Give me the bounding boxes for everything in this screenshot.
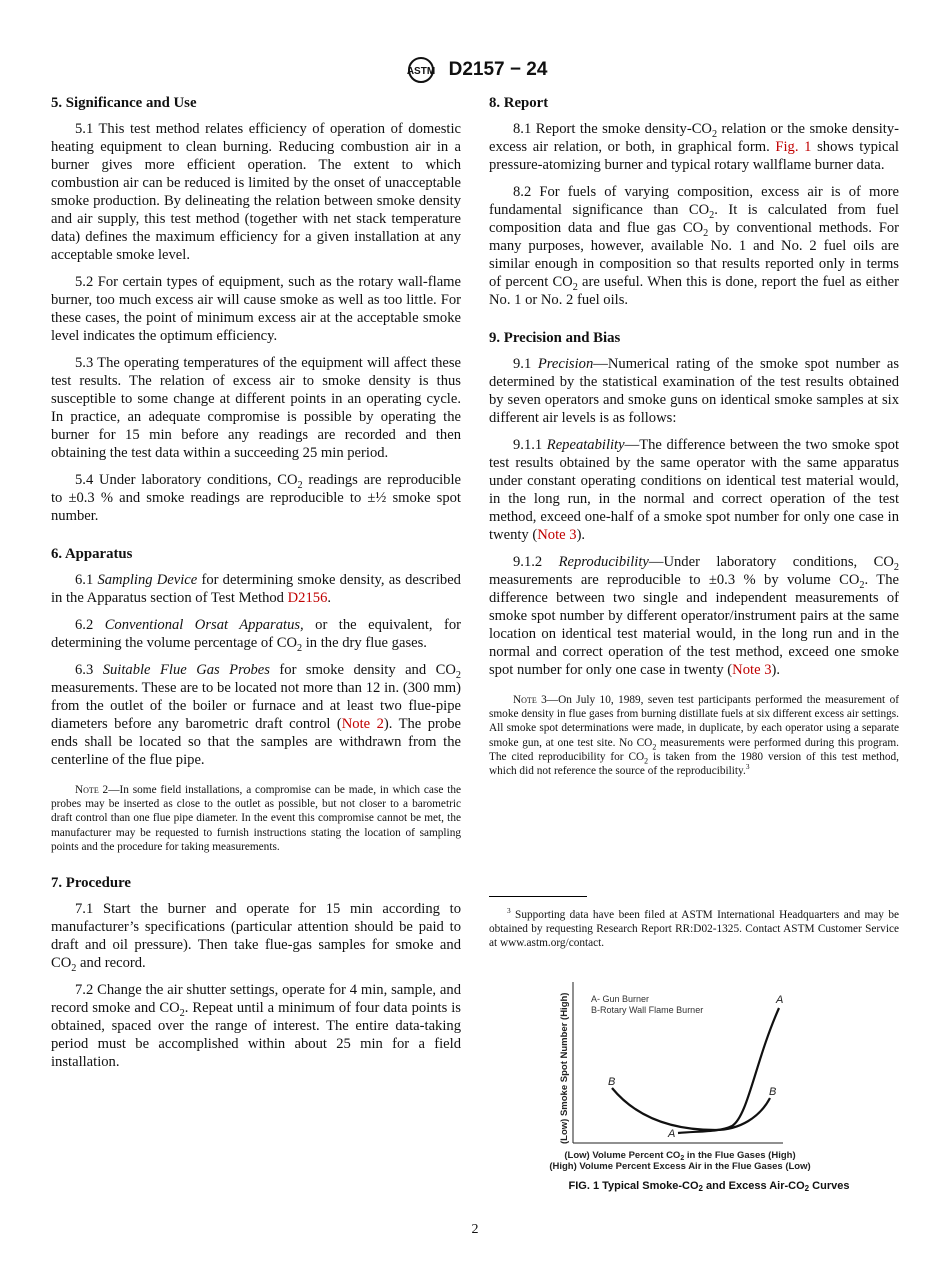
section-heading: 6. Apparatus [51,546,133,562]
text-run: . Repeat until a minimum of four data points is obtained, spaced over the range of interest. The entire data-taking period must be accomplished within about 25 min for a field installation. [51,1000,461,1071]
curve-label-b-right: B [769,1086,777,1098]
section-heading: 7. Procedure [51,875,131,892]
text-run: is taken from the 1980 version of this test method, which did not reference the source of the reproducibility. [489,750,899,778]
text-run: Suitable Flue Gas Probes [102,662,270,678]
figure-1 [540,972,890,1202]
figure-caption: FIG. 1 Typical Smoke-CO2 and Excess Air-CO2 Curves [568,1180,850,1193]
text-run: 7.1 Start the burner and operate for 15 min according to manufacturer’s specifications (particular attention should be paid to draft and oil pressure). Then take flue-gas samples for smoke and CO [51,901,461,972]
text-run: 8.1 Report the smoke density-CO [513,121,712,137]
text-run: measurements are reproducible to ±0.3 % by volume CO [489,572,860,588]
text-run: readings are reproducible to ±0.3 % and smoke readings are reproducible to ±½ smoke spot number. [51,472,461,524]
note-label: Note [75,784,99,796]
text-run: 3—On July 10, 1989, seven test participants performed the measurement of smoke density in flue gases from burning distillate fuels at six different excess air settings. All smoke spot determinations were made, in duplicate, by each operator using a separate smoke gun, at one test site. No CO [489,694,899,749]
subscript: 2 [709,209,715,221]
text-run: for determining smoke density, as described in the Apparatus section of Test Method [51,572,461,606]
text-run: are useful. When this is done, report the fuel as either No. 1 or No. 2 fuel oils. [489,274,899,308]
text-run: —Under laboratory conditions, CO [648,554,894,570]
text-run: relation or the smoke density-excess air relation, or both, in graphical form. [489,121,900,155]
paragraph [51,471,461,525]
page-header [0,56,950,84]
text-run: . It is calculated from fuel composition data and flue gas CO [489,202,899,236]
text-run: 5.4 Under laboratory conditions, CO [75,472,298,488]
text-run: 5.1 This test method relates efficiency of operation of domestic heating equipment to clean burning. Reducing combustion air in a burner gives more efficient operation. The extent to which combustion air can be reduced is limited by the onset of unacceptable smoke production. By delineating the relation between smoke density and air supply, this test method (together with net stack temperature data) defines the maximum efficiency for a given installation at any acceptable smoke level. [51,121,461,263]
text-run: Reproducibility [558,554,649,570]
cross-reference-link[interactable]: Note 3 [732,662,772,678]
cross-reference-link[interactable]: D2156 [287,590,328,606]
curve-label-a-bottom: A [668,1128,676,1140]
left-column [51,92,461,1080]
text-run: . [327,590,332,606]
text-run: 6.2 [75,617,105,633]
svg-text:ASTM: ASTM [406,66,435,77]
paragraph [489,436,899,544]
curve-label-a-top: A [776,994,784,1006]
cross-reference-link[interactable]: Note 3 [537,527,577,543]
text-run: measurements. These are to be located not more than 12 in. (300 mm) from the outlet of the boiler or furnace and at least two flue-pipe diameters before any barometric draft control ( [51,680,461,732]
paragraph [51,616,461,652]
paragraph [489,355,899,427]
curve-label-b-left: B [608,1076,616,1088]
text-run: Precision [537,356,594,372]
text-run: ). [576,527,586,543]
subscript: 2 [703,227,709,239]
paragraph [489,183,899,309]
text-run: 6.3 [75,662,103,678]
text-run: for smoke density and CO [269,662,456,678]
paragraph [51,354,461,462]
subscript: 2 [711,128,718,140]
paragraph [51,661,461,769]
paragraph [51,900,461,972]
text-run: 9.1 [513,356,538,372]
paragraph [51,120,461,264]
footnote-mark: 3 [507,906,511,916]
subscript: 2 [859,579,865,591]
paragraph [51,273,461,345]
subscript: 2 [297,479,303,491]
text-run: . The difference between two single and independent measurements of smoke spot number by different operator/instrument pairs at the same location on identical test material would, in the long run and in the normal and correct operation of the test method, exceed one smoke spot number for only one case in twenty ( [489,572,899,678]
text-run: ). [771,662,781,678]
page-number: 2 [471,1222,479,1237]
text-run: 8.2 For fuels of varying composition, excess air is of more fundamental significance than CO [489,184,899,218]
text-run: 5.2 For certain types of equipment, such as the rotary wall-flame burner, too much excess air will cause smoke as well as too little. For these cases, the point of minimum excess air at the acceptable smoke level indicates the optimum efficiency. [51,274,461,344]
subscript: 2 [644,756,649,766]
paragraph [489,553,899,679]
text-run: 9.1.2 [513,554,559,570]
text-run: 9.1.1 [513,437,547,453]
smoke-co2-chart [540,972,890,1202]
text-run: Sampling Device [97,572,198,588]
paragraph [51,571,461,607]
text-run: Repeatability [546,437,625,453]
text-run: 2—In some field installations, a compromise can be made, in which case the probes may be inserted as close to the outlet as possible, but not closer to a barometric draft control than one flue pipe diameter. In the event this compromise cannot be met, the manufacturer may be requested to furnish instructions stating the location of sampling points and the procedure for taking measurements. [51,784,461,853]
legend-b: B-Rotary Wall Flame Burner [591,1005,704,1015]
text-run: shows typical pressure-atomizing burner and typical rotary wallflame burner data. [489,139,899,173]
text-run: —Numerical rating of the smoke spot number as determined by the statistical examination of the test results obtained by seven operators and smoke guns on identical smoke samples at six different air levels is as follows: [489,356,900,426]
text-run: measurements were performed during this program. The cited reproducibility for CO [489,736,899,763]
text-run: ). The probe ends shall be located so that the samples are withdrawn from the centerline of the flue pipe. [51,716,461,768]
y-axis-label: (Low) Smoke Spot Number (High) [559,992,570,1144]
text-run: 6.1 [75,572,98,588]
text-run: in the dry flue gases. [302,635,427,651]
section-heading: 8. Report [489,95,549,111]
cross-reference-link[interactable]: Fig. 1 [775,139,812,155]
subscript: 2 [455,669,461,681]
text-run: 5.3 The operating temperatures of the equipment will affect these test results. The relation of excess air to smoke density is thus susceptible to some change at different points in an operating cycle. In practice, an adequate compromise is possible by operating the burner for 15 min before any readings are recorded and then obtaining the test data within a succeeding 25 min period. [51,355,461,461]
curve-b [612,1088,770,1130]
text-run: 7.2 Change the air shutter settings, operate for 4 min, sample, and record smoke and CO [51,982,461,1017]
text-run: and record. [76,955,146,972]
text-run: Conventional Orsat Apparatus, [104,617,304,633]
note [51,783,461,854]
right-column [489,92,899,796]
paragraph [489,120,899,174]
superscript: 3 [745,762,750,772]
text-run: by conventional methods. For many purposes, however, available No. 1 and No. 2 fuel oils are similar enough in composition so that results reported only in terms of percent CO [489,220,899,290]
subscript: 2 [179,1007,185,1019]
subscript: 2 [572,281,578,293]
note [489,693,899,778]
paragraph [51,981,461,1071]
section-heading: 5. Significance and Use [51,95,197,111]
curve-a [678,1008,779,1133]
designation: D2157 − 24 [448,59,548,80]
text-run: —The difference between the two smoke spot test results obtained by the same operator with the same apparatus under constant operating conditions on identical test material would, in the long run, in the normal and correct operation of the test method, exceed one-half of a smoke spot number for only one case in twenty ( [489,437,899,543]
subscript: 2 [71,962,77,974]
footnote-divider [489,896,587,897]
astm-logo-icon [403,56,439,84]
footnote-text: Supporting data have been filed at ASTM International Headquarters and may be obtained by requesting Research Report RR:D02-1325. Contact ASTM Customer Service at www.astm.org/contact. [489,909,899,950]
cross-reference-link[interactable]: Note 2 [341,716,384,732]
subscript: 2 [652,741,657,751]
note-label: Note [513,694,537,706]
legend-a: A- Gun Burner [591,994,650,1004]
footnote-3 [489,908,899,951]
text-run: or the equivalent, for determining the volume percentage of CO [51,617,461,651]
x-axis-label-co2: (Low) Volume Percent $CO_2$ in the Flue Gases (High) [564,1150,796,1162]
x-axis-label-excess-air: (High) Volume Percent Excess Air in the Flue Gases (Low) [549,1161,811,1172]
section-heading: 9. Precision and Bias [489,330,621,346]
subscript: 2 [893,561,899,573]
subscript: 2 [297,642,303,654]
